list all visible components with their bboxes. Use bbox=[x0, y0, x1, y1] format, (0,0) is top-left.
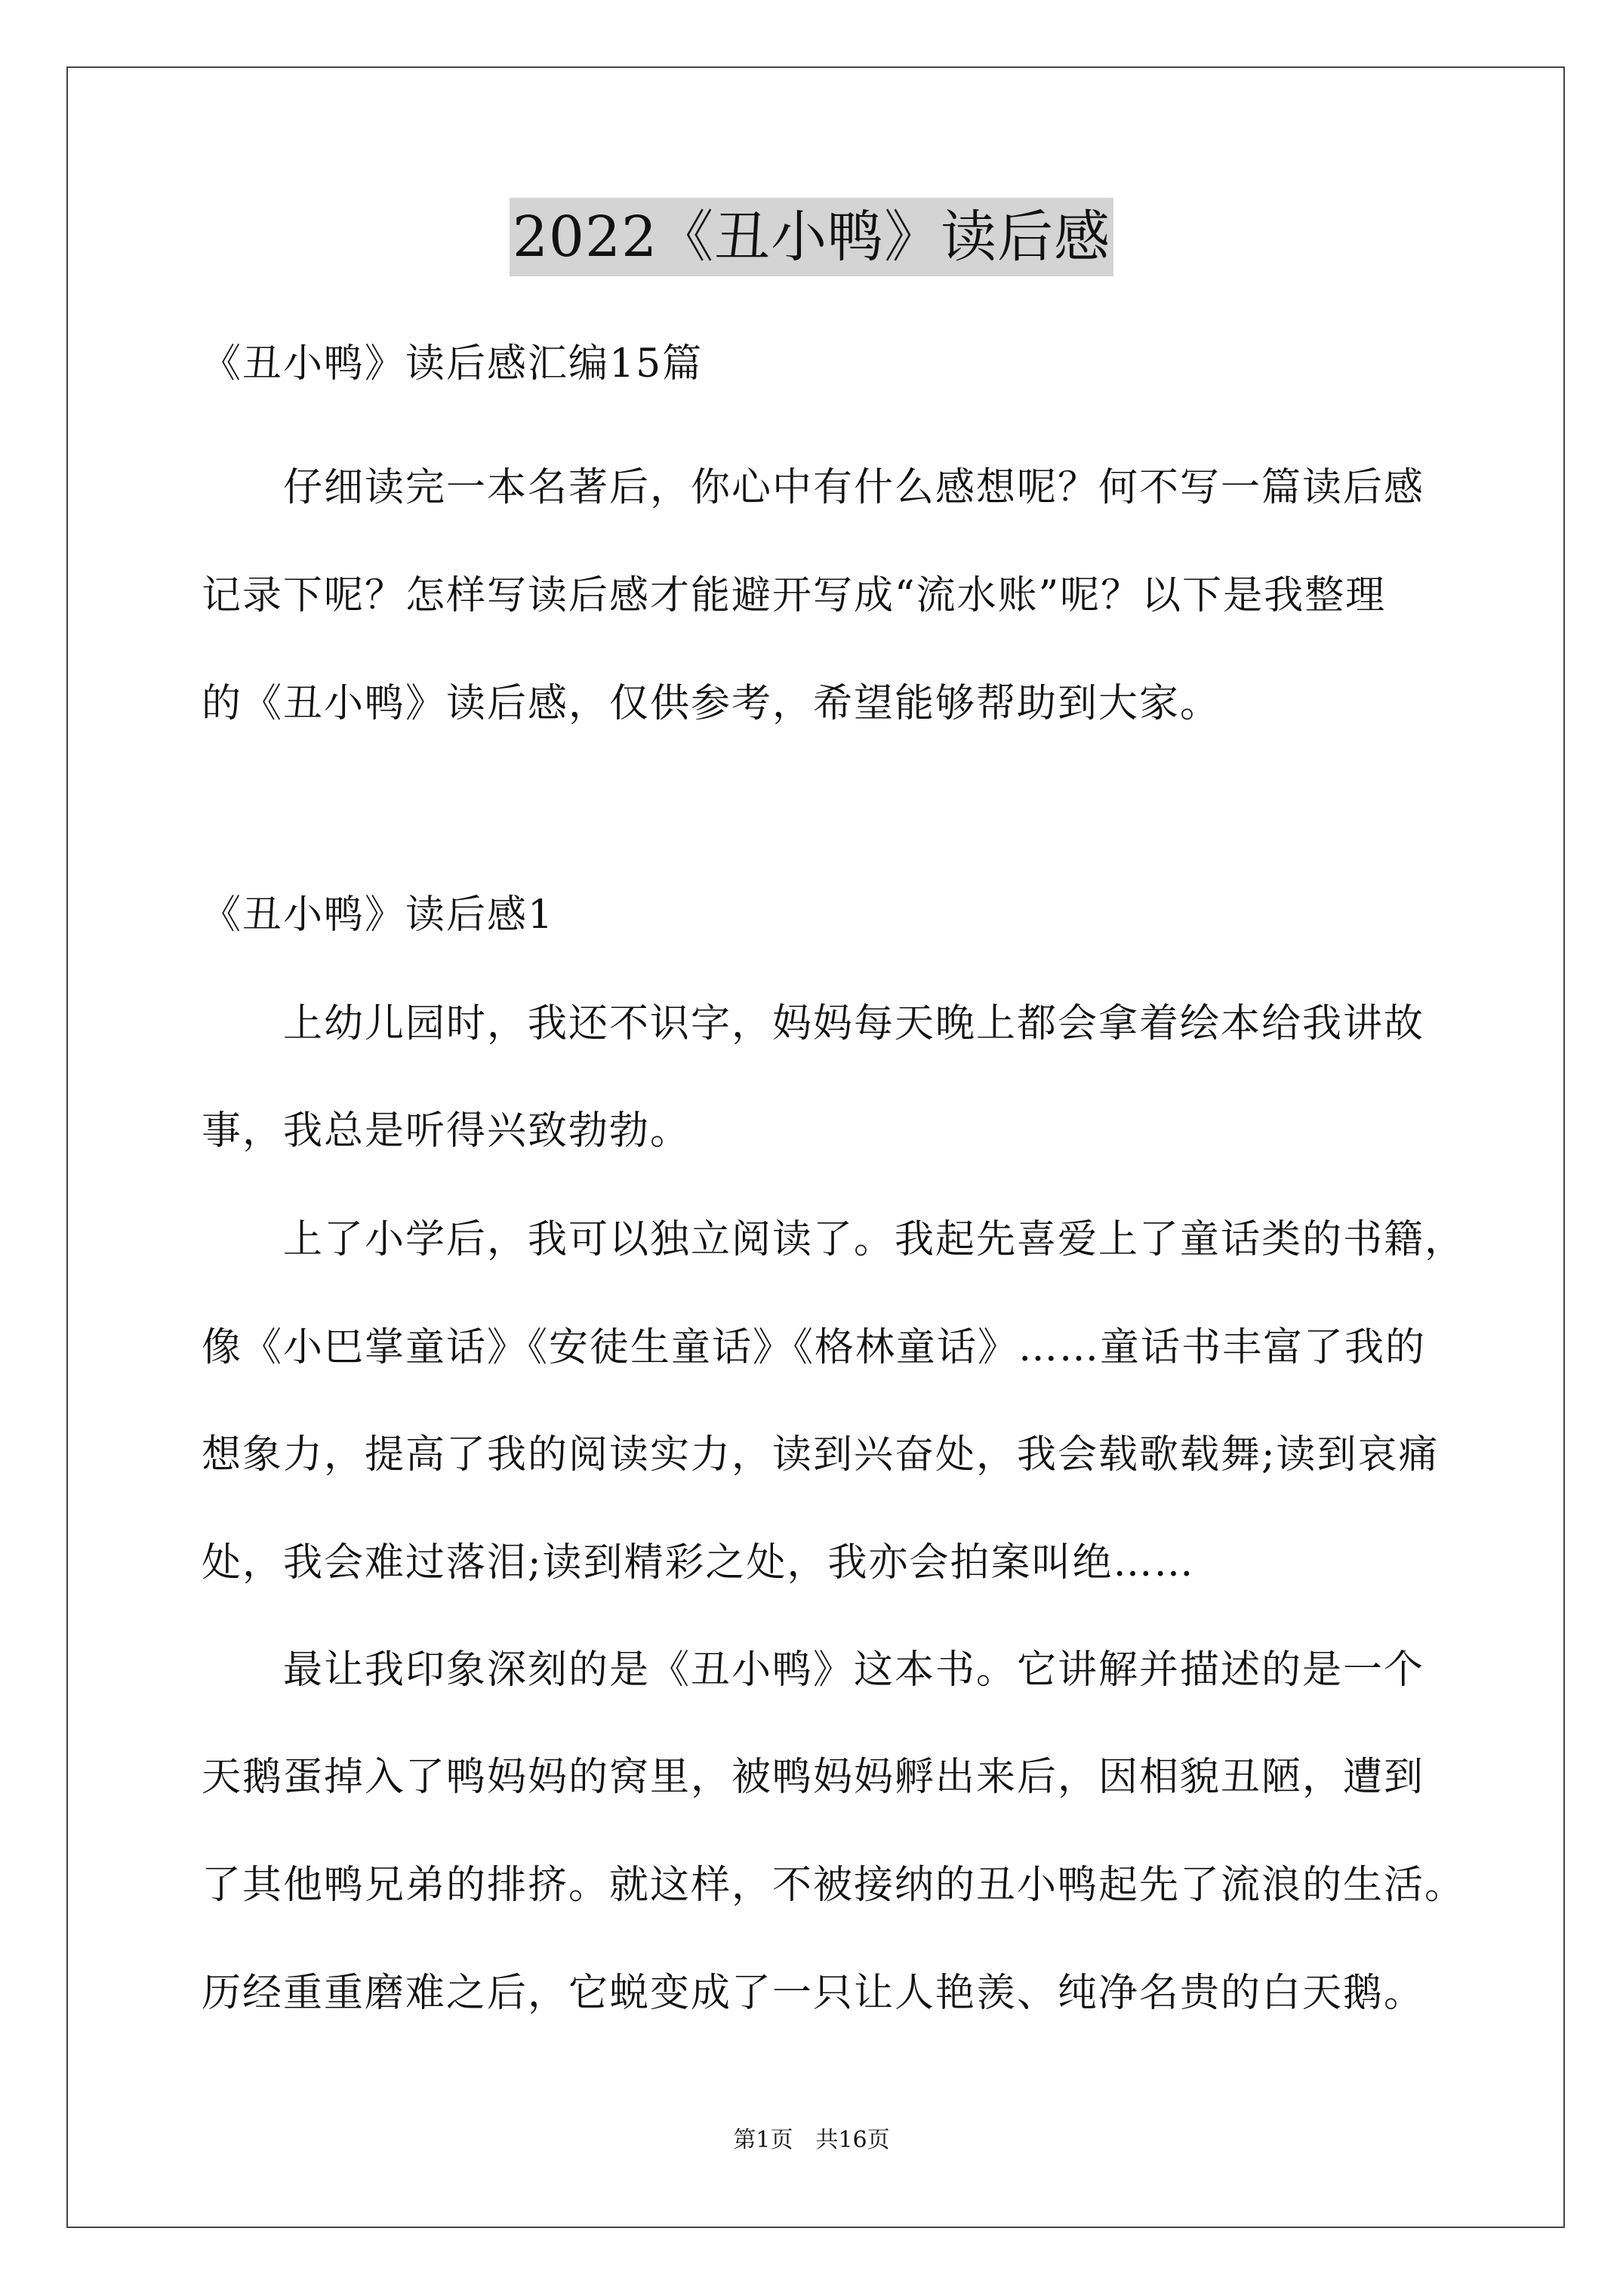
paragraph-line: 历经重重磨难之后，它蜕变成了一只让人艳羡、纯净名贵的白天鹅。 bbox=[202, 1971, 1425, 2016]
paragraph-line: 最让我印象深刻的是《丑小鸭》这本书。它讲解并描述的是一个 bbox=[202, 1647, 1425, 1693]
paragraph-line: 处，我会难过落泪;读到精彩之处，我亦会拍案叫绝…… bbox=[202, 1540, 1195, 1586]
title-container bbox=[0, 198, 1623, 276]
paragraph-line: 天鹅蛋掉入了鸭妈妈的窝里，被鸭妈妈孵出来后，因相貌丑陋，遭到 bbox=[202, 1755, 1425, 1800]
intro-line: 的《丑小鸭》读后感，仅供参考，希望能够帮助到大家。 bbox=[202, 681, 1221, 726]
subtitle: 《丑小鸭》读后感汇编15篇 bbox=[202, 341, 704, 387]
paragraph-line: 上了小学后，我可以独立阅读了。我起先喜爱上了童话类的书籍， bbox=[202, 1217, 1466, 1262]
paragraph-line: 上幼儿园时，我还不识字，妈妈每天晚上都会拿着绘本给我讲故 bbox=[202, 1001, 1425, 1046]
document-title: 2022《丑小鸭》读后感 bbox=[510, 198, 1113, 276]
paragraph-line: 了其他鸭兄弟的排挤。就这样，不被接纳的丑小鸭起先了流浪的生活。 bbox=[202, 1863, 1466, 1908]
page-footer: 第1页 共16页 bbox=[733, 2127, 890, 2153]
intro-line: 记录下呢？怎样写读后感才能避开写成“流水账”呢？以下是我整理 bbox=[202, 573, 1387, 618]
paragraph-line: 事，我总是听得兴致勃勃。 bbox=[202, 1108, 691, 1154]
paragraph-line: 想象力，提高了我的阅读实力，读到兴奋处，我会载歌载舞;读到哀痛 bbox=[202, 1432, 1440, 1478]
paragraph-line: 像《小巴掌童话》《安徒生童话》《格林童话》……童话书丰富了我的 bbox=[202, 1325, 1427, 1370]
section-heading: 《丑小鸭》读后感1 bbox=[202, 892, 555, 938]
intro-line: 仔细读完一本名著后，你心中有什么感想呢？何不写一篇读后感 bbox=[202, 465, 1425, 510]
